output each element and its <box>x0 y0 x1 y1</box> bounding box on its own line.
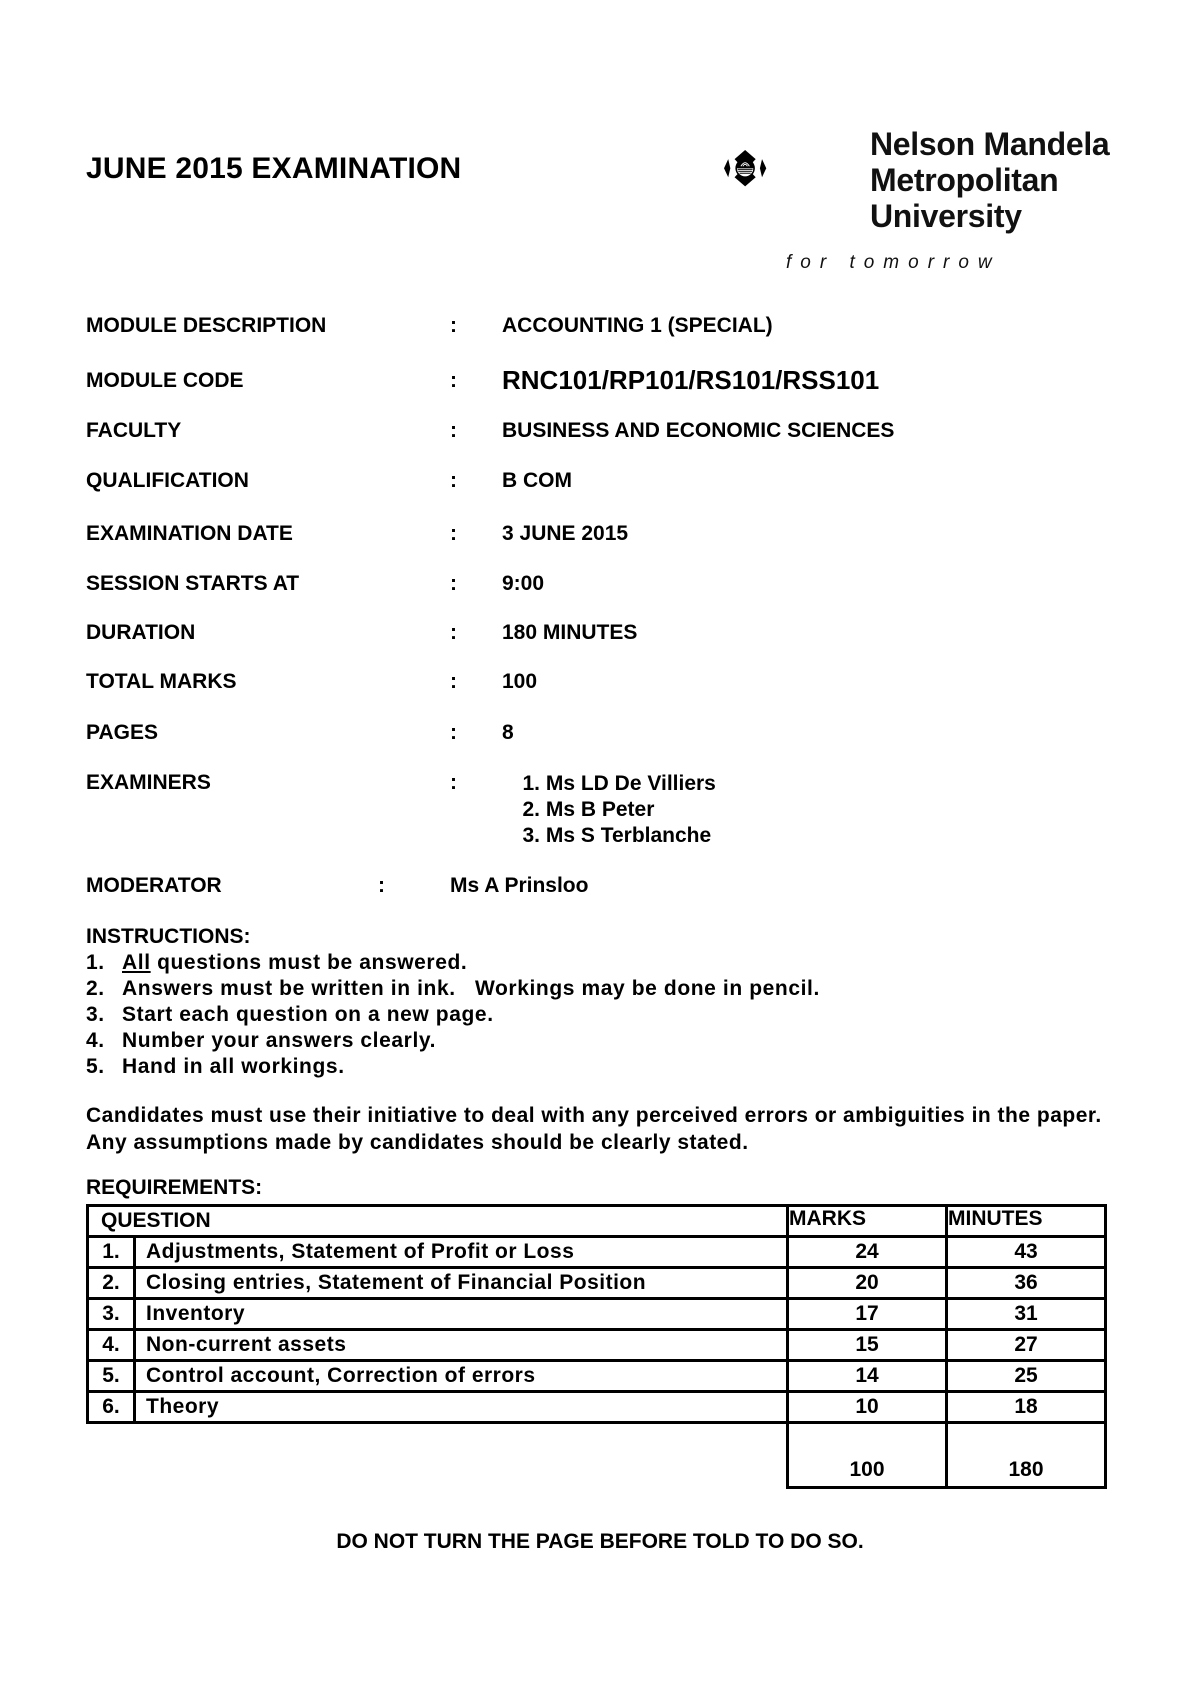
moderator-row <box>86 874 786 904</box>
instruction-text: Answers must be written in ink. Workings may be done in pencil. <box>122 977 820 1000</box>
table-total-row <box>88 1423 1106 1488</box>
candidates-note <box>86 1102 1102 1156</box>
list-item <box>86 1028 820 1054</box>
info-colon: : <box>450 369 457 392</box>
info-value: 9:00 <box>502 572 545 595</box>
info-value: RNC101/RP101/RS101/RSS101 <box>502 365 880 395</box>
moderator-label: MODERATOR <box>86 874 222 897</box>
question-marks: 15 <box>788 1330 947 1361</box>
question-minutes: 43 <box>947 1237 1106 1268</box>
info-value: 180 MINUTES <box>502 621 638 644</box>
column-header-question: QUESTION <box>88 1206 788 1237</box>
instruction-text: questions must be answered. <box>150 951 468 974</box>
info-label: MODULE CODE <box>86 369 244 392</box>
question-marks: 10 <box>788 1392 947 1423</box>
page-title: JUNE 2015 EXAMINATION <box>86 152 462 185</box>
list-number: 4. <box>86 1029 105 1052</box>
note-line: Candidates must use their initiative to deal with any perceived errors or ambiguities in the paper. <box>86 1104 1102 1127</box>
info-label: DURATION <box>86 621 196 644</box>
university-line-3: University <box>870 198 1022 234</box>
info-value: B COM <box>502 469 572 492</box>
question-description: Inventory <box>135 1299 788 1330</box>
info-label: PAGES <box>86 721 158 744</box>
question-minutes: 31 <box>947 1299 1106 1330</box>
info-value: 100 <box>502 670 538 693</box>
question-description: Adjustments, Statement of Profit or Loss <box>135 1237 788 1268</box>
question-minutes: 18 <box>947 1392 1106 1423</box>
question-marks: 24 <box>788 1237 947 1268</box>
info-colon: : <box>450 469 457 492</box>
question-marks: 17 <box>788 1299 947 1330</box>
list-number: 5. <box>86 1055 105 1078</box>
instruction-text: Number your answers clearly. <box>122 1029 437 1052</box>
list-number: 3. <box>86 1003 105 1026</box>
table-row <box>88 1361 1106 1392</box>
question-marks: 20 <box>788 1268 947 1299</box>
info-colon: : <box>450 771 457 794</box>
examiner-name: Ms B Peter <box>545 798 655 821</box>
examiners-list <box>502 771 716 849</box>
info-colon: : <box>450 522 457 545</box>
instructions-block <box>86 924 820 1080</box>
question-number: 5. <box>88 1361 135 1392</box>
question-minutes: 27 <box>947 1330 1106 1361</box>
question-number: 4. <box>88 1330 135 1361</box>
question-minutes: 25 <box>947 1361 1106 1392</box>
table-row <box>88 1299 1106 1330</box>
info-row-examiners <box>86 771 1126 861</box>
info-row-pages <box>86 721 1126 751</box>
info-value: ACCOUNTING 1 (SPECIAL) <box>502 314 773 337</box>
info-label: FACULTY <box>86 419 182 442</box>
info-colon: : <box>450 572 457 595</box>
examiner-name: Ms S Terblanche <box>545 824 712 847</box>
info-label: EXAMINATION DATE <box>86 522 293 545</box>
list-number: 2. <box>86 977 105 1000</box>
requirements-table <box>86 1204 1107 1489</box>
moderator-colon: : <box>378 874 385 897</box>
info-row-session-start <box>86 572 1126 602</box>
info-row-faculty <box>86 419 1126 449</box>
table-row <box>88 1237 1106 1268</box>
info-label: QUALIFICATION <box>86 469 249 492</box>
info-label: TOTAL MARKS <box>86 670 237 693</box>
question-description: Closing entries, Statement of Financial Position <box>135 1268 788 1299</box>
question-description: Control account, Correction of errors <box>135 1361 788 1392</box>
column-header-marks: MARKS <box>788 1206 947 1237</box>
table-header-row <box>88 1206 1106 1237</box>
info-row-module-description <box>86 314 1126 344</box>
list-number: 2. <box>522 798 540 821</box>
total-minutes: 180 <box>947 1423 1106 1488</box>
info-row-total-marks <box>86 670 1126 700</box>
question-description: Theory <box>135 1392 788 1423</box>
list-number: 3. <box>522 824 540 847</box>
table-row <box>88 1268 1106 1299</box>
info-value: 3 JUNE 2015 <box>502 522 629 545</box>
info-label: EXAMINERS <box>86 771 211 794</box>
info-value: BUSINESS AND ECONOMIC SCIENCES <box>502 419 895 442</box>
info-colon: : <box>450 670 457 693</box>
instruction-text: Hand in all workings. <box>122 1055 345 1078</box>
question-marks: 14 <box>788 1361 947 1392</box>
info-label: SESSION STARTS AT <box>86 572 300 595</box>
info-colon: : <box>450 419 457 442</box>
info-colon: : <box>450 721 457 744</box>
instruction-text: Start each question on a new page. <box>122 1003 494 1026</box>
footer-warning: DO NOT TURN THE PAGE BEFORE TOLD TO DO SO. <box>336 1530 864 1553</box>
question-number: 1. <box>88 1237 135 1268</box>
empty-cell <box>88 1423 135 1488</box>
list-item <box>86 1054 820 1080</box>
list-item <box>502 771 716 797</box>
total-marks: 100 <box>788 1423 947 1488</box>
requirements-heading: REQUIREMENTS: <box>86 1176 263 1199</box>
list-item <box>86 950 820 976</box>
question-number: 6. <box>88 1392 135 1423</box>
info-row-module-code <box>86 365 1126 399</box>
instructions-heading: INSTRUCTIONS: <box>86 925 251 948</box>
examiner-name: Ms LD De Villiers <box>545 772 716 795</box>
list-item <box>86 976 820 1002</box>
list-item <box>86 1002 820 1028</box>
question-number: 3. <box>88 1299 135 1330</box>
university-line-2: Metropolitan <box>870 162 1059 198</box>
info-label: MODULE DESCRIPTION <box>86 314 327 337</box>
column-header-minutes: MINUTES <box>947 1206 1106 1237</box>
note-line: Any assumptions made by candidates should be clearly stated. <box>86 1131 749 1154</box>
list-item <box>502 823 716 849</box>
question-description: Non-current assets <box>135 1330 788 1361</box>
info-colon: : <box>450 314 457 337</box>
empty-cell <box>135 1423 788 1488</box>
university-tagline: for tomorrow <box>786 252 1001 273</box>
underlined-word: All <box>122 951 151 974</box>
university-line-1: Nelson Mandela <box>870 126 1110 162</box>
info-row-examination-date <box>86 522 1126 552</box>
question-minutes: 36 <box>947 1268 1106 1299</box>
list-number: 1. <box>86 951 105 974</box>
list-number: 1. <box>522 772 540 795</box>
table-row <box>88 1392 1106 1423</box>
university-name <box>870 126 1109 234</box>
info-value: 8 <box>502 721 514 744</box>
list-item <box>502 797 716 823</box>
university-logo <box>724 120 854 232</box>
table-row <box>88 1330 1106 1361</box>
info-colon: : <box>450 621 457 644</box>
info-row-qualification <box>86 469 1126 499</box>
question-number: 2. <box>88 1268 135 1299</box>
moderator-value: Ms A Prinsloo <box>450 874 589 897</box>
info-row-duration <box>86 621 1126 651</box>
